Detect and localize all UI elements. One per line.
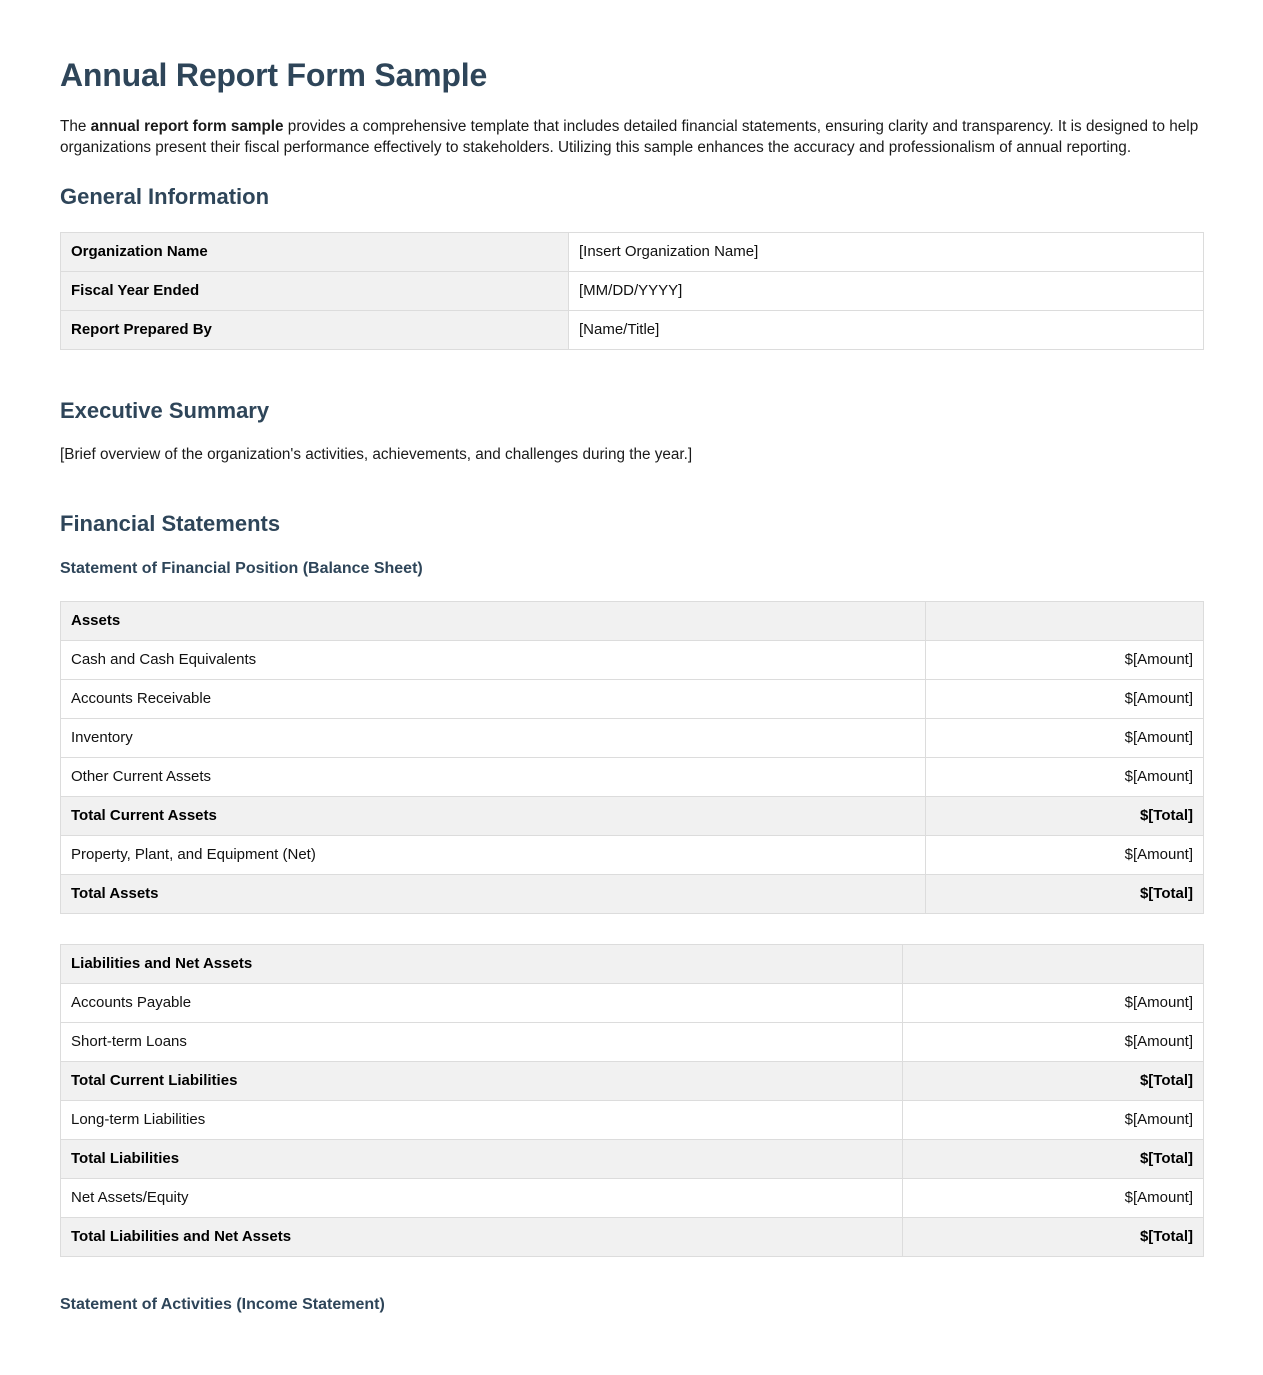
liabilities-row-label: Net Assets/Equity <box>61 1179 903 1218</box>
table-row <box>61 758 1204 797</box>
liabilities-row-label: Long-term Liabilities <box>61 1101 903 1140</box>
liabilities-row-amount[interactable]: $[Amount] <box>903 1101 1204 1140</box>
assets-total-amount[interactable]: $[Total] <box>926 797 1204 836</box>
liabilities-total-amount[interactable]: $[Total] <box>903 1218 1204 1257</box>
liabilities-total-label: Total Liabilities and Net Assets <box>61 1218 903 1257</box>
liabilities-row-label: Short-term Loans <box>61 1023 903 1062</box>
general-row-label: Fiscal Year Ended <box>61 272 569 311</box>
table-total-row <box>61 1140 1204 1179</box>
table-row <box>61 680 1204 719</box>
table-total-row <box>61 1218 1204 1257</box>
general-row-value[interactable]: [Name/Title] <box>569 311 1204 350</box>
table-header-row <box>61 602 1204 641</box>
assets-row-label: Accounts Receivable <box>61 680 926 719</box>
general-row-value[interactable]: [Insert Organization Name] <box>569 233 1204 272</box>
liabilities-row-amount[interactable]: $[Amount] <box>903 984 1204 1023</box>
assets-row-amount[interactable]: $[Amount] <box>926 680 1204 719</box>
executive-summary-body: [Brief overview of the organization's activities, achievements, and challenges during the year.] <box>60 446 693 463</box>
assets-table-body <box>61 602 1204 914</box>
table-row <box>61 311 1204 350</box>
general-row-label: Report Prepared By <box>61 311 569 350</box>
table-row <box>61 233 1204 272</box>
table-total-row <box>61 875 1204 914</box>
assets-row-amount[interactable]: $[Amount] <box>926 836 1204 875</box>
subsection-heading-income-statement: Statement of Activities (Income Statement) <box>60 1296 385 1313</box>
assets-table <box>60 601 1204 914</box>
table-row <box>61 984 1204 1023</box>
general-row-value[interactable]: [MM/DD/YYYY] <box>569 272 1204 311</box>
section-heading-financial-statements: Financial Statements <box>60 511 281 536</box>
page-title: Annual Report Form Sample <box>60 57 488 93</box>
table-row <box>61 1023 1204 1062</box>
document-content <box>60 0 1203 1375</box>
liabilities-and-net-assets-table <box>60 944 1204 1257</box>
assets-row-amount[interactable]: $[Amount] <box>926 758 1204 797</box>
assets-row-label: Inventory <box>61 719 926 758</box>
assets-row-label: Cash and Cash Equivalents <box>61 641 926 680</box>
liabilities-row-amount[interactable]: $[Amount] <box>903 1023 1204 1062</box>
assets-row-amount[interactable]: $[Amount] <box>926 719 1204 758</box>
general-information-table-body <box>61 233 1204 350</box>
subsection-heading-balance-sheet: Statement of Financial Position (Balance Sheet) <box>60 560 423 577</box>
table-total-row <box>61 1062 1204 1101</box>
liabilities-header-amount <box>903 945 1204 984</box>
liabilities-total-label: Total Current Liabilities <box>61 1062 903 1101</box>
liabilities-header-label: Liabilities and Net Assets <box>61 945 903 984</box>
table-row <box>61 719 1204 758</box>
table-row <box>61 1179 1204 1218</box>
intro-text-before: The <box>60 118 91 135</box>
liabilities-total-amount[interactable]: $[Total] <box>903 1140 1204 1179</box>
table-row <box>61 641 1204 680</box>
general-row-label: Organization Name <box>61 233 569 272</box>
assets-header-amount <box>926 602 1204 641</box>
liabilities-row-label: Accounts Payable <box>61 984 903 1023</box>
section-heading-executive-summary: Executive Summary <box>60 398 270 423</box>
general-information-table <box>60 232 1204 350</box>
liabilities-row-amount[interactable]: $[Amount] <box>903 1179 1204 1218</box>
assets-row-label: Property, Plant, and Equipment (Net) <box>61 836 926 875</box>
intro-paragraph <box>60 116 1203 158</box>
table-row <box>61 1101 1204 1140</box>
table-row <box>61 836 1204 875</box>
table-total-row <box>61 797 1204 836</box>
liabilities-table-body <box>61 945 1204 1257</box>
assets-total-amount[interactable]: $[Total] <box>926 875 1204 914</box>
assets-row-amount[interactable]: $[Amount] <box>926 641 1204 680</box>
table-row <box>61 272 1204 311</box>
intro-text-bold: annual report form sample <box>90 118 284 135</box>
assets-row-label: Other Current Assets <box>61 758 926 797</box>
assets-header-label: Assets <box>61 602 926 641</box>
liabilities-total-amount[interactable]: $[Total] <box>903 1062 1204 1101</box>
liabilities-total-label: Total Liabilities <box>61 1140 903 1179</box>
table-header-row <box>61 945 1204 984</box>
intro-text-after: provides a comprehensive template that includes detailed financial statements, ensuring clarity and transparency. It is designed to help organizations present their fiscal performance effectively to stakeholders. Utilizing this sample enhances the accuracy and professionalism of annual reporting. <box>60 118 1199 156</box>
assets-total-label: Total Current Assets <box>61 797 926 836</box>
assets-total-label: Total Assets <box>61 875 926 914</box>
section-heading-general-information: General Information <box>60 184 270 209</box>
